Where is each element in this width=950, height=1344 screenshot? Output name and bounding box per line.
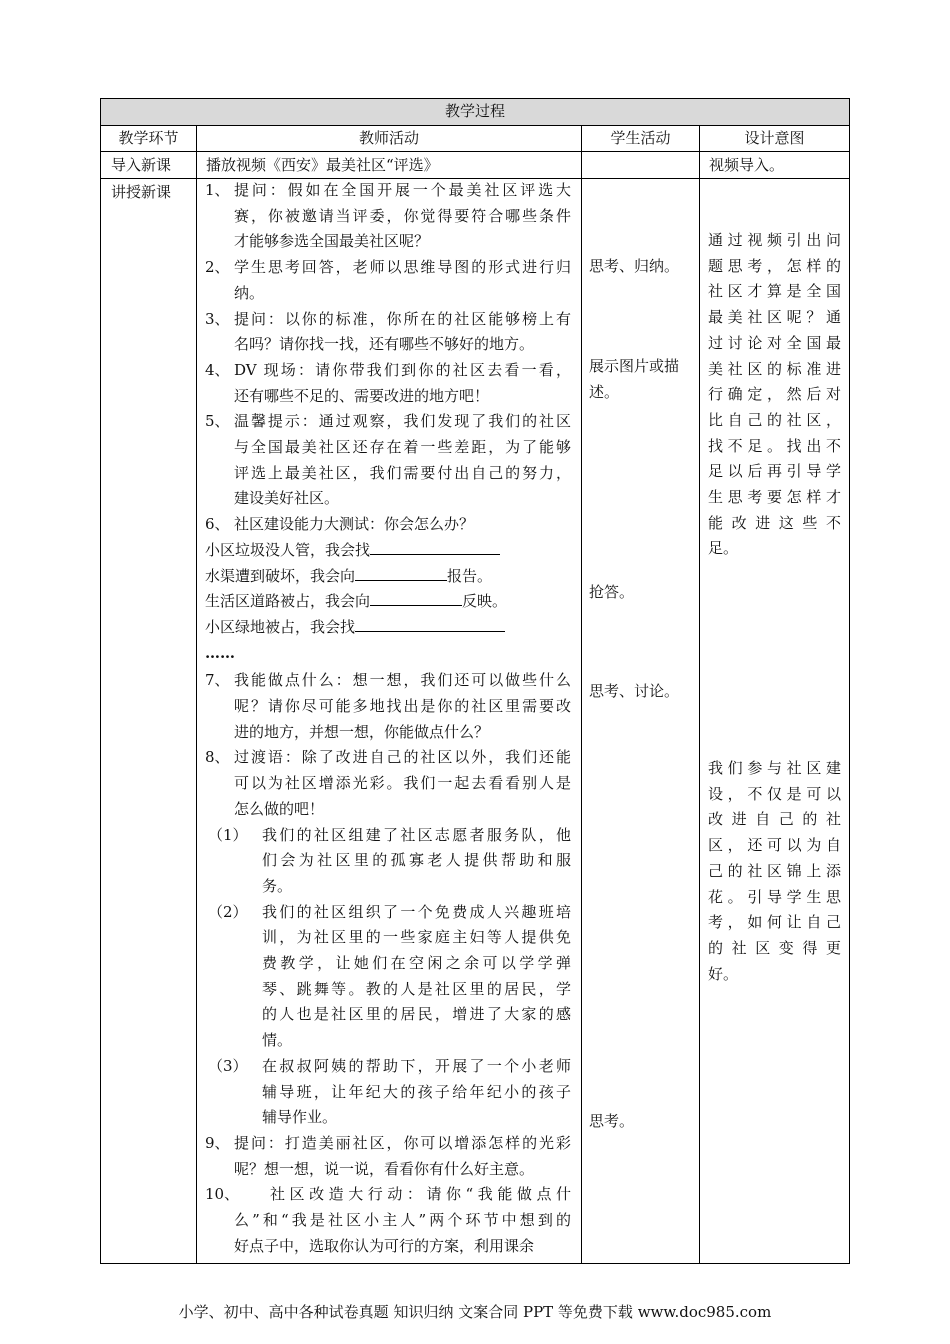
item-line: 怎么做的吧！ [234,799,325,818]
intent-line: 能改进这些不 [708,513,841,532]
item-line: 社区改造大行动：请你“我能做点什 [270,1185,571,1204]
intent-line: 己的社区锦上添 [708,861,841,880]
item-number: 10、 [205,1185,240,1204]
item-number: 7、 [205,671,230,690]
rule [101,125,849,126]
item-line: 辅导班，让年纪大的孩子给年纪小的孩子 [262,1082,571,1101]
item-number: 9、 [205,1133,230,1152]
item-number: 8、 [205,748,230,767]
intent-line: 足以后再引导学 [708,462,841,481]
fill-text: 小区绿地被占，我会找 [205,617,356,636]
student-activity-5: 思考。 [589,1112,635,1130]
row1-teacher: 播放视频《西安》最美社区“评选》 [206,156,439,174]
item-line: 评选上最美社区，我们需要付出自己的努力， [234,463,571,482]
item-number: （2） [208,902,248,921]
item-line: 建设美好社区。 [234,489,340,508]
item-line: 么”和“我是社区小主人”两个环节中想到的 [234,1211,571,1229]
item-line: 还有哪些不足的、需要改进的地方吧！ [234,386,490,405]
fill-in-line [205,615,505,641]
item-number: 1、 [205,181,230,199]
fill-text: 生活区道路被占，我会向 [205,592,371,611]
row1-intent: 视频导入。 [709,156,785,174]
item-line: 情。 [262,1031,293,1050]
fill-text: 报告。 [447,566,493,585]
item-line: 在叔叔阿姨的帮助下，开展了一个小老师 [262,1056,571,1075]
item-line: 我们的社区组织了一个免费成人兴趣班培 [262,902,571,921]
item-number: （1） [208,825,248,844]
item-line: 琴、跳舞等。教的人是社区里的居民，学 [262,979,571,998]
item-line: 辅导作业。 [262,1108,338,1127]
intent-line: 比自己的社区， [708,410,841,429]
student-activity-2 [589,354,697,405]
item-line: 进的地方，并想一想，你能做点什么？ [234,722,490,741]
fill-in-line [205,564,492,590]
table-title: 教学过程 [444,102,505,120]
item-line: 费教学，让她们在空闲之余可以学学弹 [262,954,571,972]
student-activity-2-text: 展示图片或描述。 [589,357,680,401]
item-line: 温馨提示：通过观察，我们发现了我们的社区 [234,412,571,431]
intent-line: 我们参与社区建 [708,759,841,777]
item-line: 提问：打造美丽社区，你可以增添怎样的光彩 [234,1133,571,1152]
item-line: 们会为社区里的孤寡老人提供帮助和服 [262,851,571,870]
intent-line: 的社区变得更 [708,938,841,957]
item-line: 训，为社区里的一些家庭主妇等人提供免 [262,928,571,947]
header-teacher: 教师活动 [358,129,419,147]
intent-line: 行确定，然后对 [708,385,841,404]
fill-text: 反映。 [462,592,508,611]
item-line: 才能够参选全国最美社区呢？ [234,232,430,251]
header-intent: 设计意图 [744,129,805,147]
student-activity-1: 思考、归纳。 [589,257,680,275]
rule [196,125,197,1264]
item-number: 2、 [205,258,230,277]
row2-stage: 讲授新课 [111,183,172,201]
item-line: 纳。 [234,283,265,302]
intent-line: 花。引导学生思 [708,887,841,906]
intent-line: 找不足。找出不 [708,436,841,455]
item-line: 我能做点什么：想一想，我们还可以做些什么 [234,671,571,690]
item-line: 名吗？请你找一找，还有哪些不够好的地方。 [234,335,535,354]
intent-line: 题思考，怎样的 [708,256,841,275]
intent-line: 设，不仅是可以 [708,784,841,803]
intent-line: 过讨论对全国最 [708,333,841,352]
intent-line: 最美社区呢？通 [708,308,841,327]
item-line: 与全国最美社区还存在着一些差距，为了能够 [234,438,571,456]
fill-text: 水渠遭到破坏，我会向 [205,566,356,585]
item-line: 的人也是社区里的居民，增进了大家的感 [262,1005,571,1024]
item-number: 5、 [205,412,230,431]
blank-underline [370,591,462,606]
intent-line: 通过视频引出问 [708,231,841,249]
item-line: 提问：以你的标准，你所在的社区能够榜上有 [234,309,571,328]
item-line: 赛，你被邀请当评委，你觉得要符合哪些条件 [234,206,571,225]
fill-in-line [205,538,500,564]
rule [101,151,849,152]
fill-text: 小区垃圾没人管，我会找 [205,540,371,559]
blank-underline [355,617,505,632]
student-activity-4: 思考、讨论。 [589,682,680,700]
item-line: 提问：假如在全国开展一个最美社区评选大 [234,181,571,199]
header-student: 学生活动 [610,129,671,147]
intent-line: 区，还可以为自 [708,836,841,855]
design-intent-1 [708,228,841,562]
item-line: 可以为社区增添光彩。我们一起去看看别人是 [234,774,571,793]
item-line: 过渡语：除了改进自己的社区以外，我们还能 [234,748,571,767]
blank-underline [355,566,447,581]
item-number: 3、 [205,309,230,328]
intent-line: 改进自己的社 [708,810,841,829]
item-line: 好点子中，选取你认为可行的方案，利用课余 [234,1236,535,1255]
item-line: 社区建设能力大测试：你会怎么办？ [234,515,475,534]
rule [581,125,582,1264]
intent-line: 足。 [708,539,739,558]
row1-stage: 导入新课 [111,156,172,174]
item-line: 学生思考回答，老师以思维导图的形式进行归 [234,258,571,277]
intent-line: 社区才算是全国 [708,282,841,301]
intent-line: 好。 [708,964,739,983]
intent-line: 考，如何让自己 [708,913,841,932]
item-number: 4、 [205,360,230,379]
item-number: （3） [208,1056,248,1075]
page-footer: 小学、初中、高中各种试卷真题 知识归纳 文案合同 PPT 等免费下载 www.doc985.com [178,1303,772,1321]
item-line: 务。 [262,876,293,895]
student-activity-3: 抢答。 [589,583,635,601]
item-line: 我们的社区组建了社区志愿者服务队，他 [262,825,571,844]
fill-in-line [205,589,507,615]
intent-line: 美社区的标准进 [708,359,841,378]
item-line: 呢？请你尽可能多地找出是你的社区里需要改 [234,697,571,715]
ellipsis: …… [205,643,235,662]
item-line: 呢？想一想，说一说，看看你有什么好主意。 [234,1159,535,1178]
intent-line: 生思考要怎样才 [708,488,841,507]
blank-underline [370,540,500,555]
item-line: DV 现场：请你带我们到你的社区去看一看， [234,360,571,379]
design-intent-2 [708,756,841,987]
rule [699,125,700,1264]
item-number: 6、 [205,515,230,534]
header-stage: 教学环节 [118,129,179,147]
